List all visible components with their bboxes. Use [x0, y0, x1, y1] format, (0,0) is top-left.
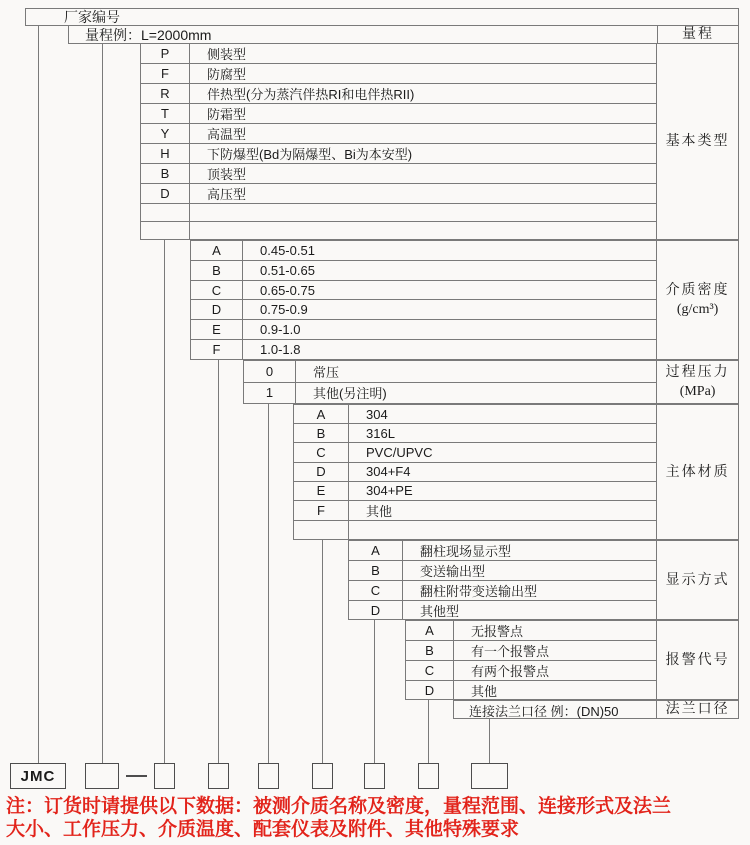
code-cell: B — [141, 164, 190, 183]
table-row — [141, 84, 656, 104]
table-row — [244, 383, 656, 404]
category-label-pressure — [656, 361, 738, 403]
desc-cell: 0.75-0.9 — [260, 302, 308, 318]
category-text: 介质密度 — [665, 283, 730, 298]
code-cell: 1 — [244, 383, 296, 404]
table-row — [141, 44, 656, 64]
code-cell: D — [294, 463, 349, 481]
code-cell: C — [294, 443, 349, 461]
flange-desc-wrap — [454, 701, 656, 718]
desc-cell: 下防爆型(Bd为隔爆型、Bi为本安型) — [207, 147, 413, 162]
code-cell: A — [294, 405, 349, 423]
table-row — [294, 482, 656, 501]
table-row — [191, 340, 656, 359]
desc-cell: 常压 — [313, 364, 340, 380]
model-code-box-material — [312, 763, 333, 789]
desc-cell: 变送输出型 — [420, 564, 486, 579]
connector-line-alarm — [428, 700, 429, 763]
model-prefix-text: JMC — [20, 767, 56, 785]
desc-cell: 其他(另注明) — [313, 386, 387, 402]
code-cell: C — [191, 281, 243, 300]
density-rows — [191, 241, 656, 359]
code-cell: B — [349, 561, 403, 580]
table-row — [294, 405, 656, 424]
flange-row — [453, 700, 739, 719]
table-row — [454, 701, 656, 720]
table-row — [406, 681, 656, 700]
model-code-box-pressure — [258, 763, 279, 789]
table-row — [294, 424, 656, 443]
desc-cell: 304+F4 — [366, 464, 411, 480]
desc-cell — [190, 204, 656, 221]
category-text: 显示方式 — [665, 572, 730, 588]
desc-cell: 伴热型(分为蒸汽伴热RI和电伴热RII) — [207, 87, 415, 102]
code-cell: B — [294, 424, 349, 442]
desc-cell — [190, 222, 656, 239]
code-cell: A — [406, 621, 454, 640]
connector-line-manufacturer — [38, 25, 39, 763]
connector-line-pressure — [268, 404, 269, 763]
desc-cell: 翻柱现场显示型 — [420, 544, 512, 559]
table-row — [294, 501, 656, 521]
range-example: 量程例：L=2000mm — [85, 26, 212, 43]
desc-cell: 防腐型 — [207, 67, 247, 82]
desc-cell: 翻柱附带变送输出型 — [420, 584, 538, 599]
display-mode-table — [348, 540, 739, 620]
table-row — [141, 144, 656, 164]
table-row — [191, 320, 656, 340]
code-cell: C — [349, 581, 403, 600]
table-row — [141, 184, 656, 204]
code-cell: F — [141, 64, 190, 83]
code-cell: 0 — [244, 361, 296, 382]
desc-cell: 0.45-0.51 — [260, 242, 315, 258]
manufacturer-row — [25, 8, 739, 26]
connector-line-density — [218, 360, 219, 763]
table-row — [406, 621, 656, 641]
order-note-line-2: 大小、工作压力、介质温度、配套仪表及附件、其他特殊要求 — [6, 819, 520, 840]
basic-type-rows — [141, 44, 656, 239]
desc-cell: 侧装型 — [207, 47, 247, 62]
connector-line-range — [102, 43, 103, 763]
table-row — [294, 443, 656, 462]
code-cell: C — [406, 661, 454, 680]
desc-cell: PVC/UPVC — [366, 444, 433, 460]
model-code-box-display — [364, 763, 385, 789]
table-row-empty — [141, 222, 656, 239]
category-text: 法兰口径 — [665, 702, 730, 717]
code-cell: R — [141, 84, 190, 103]
code-cell: B — [191, 261, 243, 280]
code-cell: B — [406, 641, 454, 660]
desc-cell: 0.65-0.75 — [260, 282, 315, 298]
desc-cell: 防霜型 — [207, 107, 247, 122]
desc-cell: 顶装型 — [207, 167, 247, 182]
desc-cell: 其他 — [471, 684, 498, 699]
code-cell: T — [141, 104, 190, 123]
code-cell: P — [141, 44, 190, 63]
category-text: 报警代号 — [665, 652, 730, 668]
desc-cell: 有两个报警点 — [471, 664, 550, 679]
code-cell: D — [349, 601, 403, 620]
table-row-empty — [141, 204, 656, 222]
table-row — [191, 241, 656, 261]
alarm-rows — [406, 621, 656, 699]
code-cell — [294, 521, 349, 539]
category-unit: (MPa) — [679, 384, 716, 399]
connector-line-basic-type — [164, 240, 165, 763]
model-code-box-flange — [471, 763, 508, 789]
material-table — [293, 404, 739, 540]
table-row — [294, 463, 656, 482]
model-code-box-basic-type — [154, 763, 175, 789]
category-label-range: 量程 — [657, 26, 738, 43]
model-code-box-alarm — [418, 763, 439, 789]
desc-cell: 0.51-0.65 — [260, 262, 315, 278]
basic-type-table — [140, 43, 739, 240]
code-cell: F — [191, 340, 243, 359]
category-text: 主体材质 — [665, 464, 730, 480]
model-code-box-density — [208, 763, 229, 789]
code-cell: F — [294, 501, 349, 520]
pressure-rows — [244, 361, 656, 403]
range-row — [68, 25, 739, 44]
table-row — [141, 104, 656, 124]
table-row — [406, 661, 656, 681]
manufacturer-label: 厂家编号 — [64, 9, 120, 25]
code-cell: D — [191, 300, 243, 319]
code-cell — [141, 204, 190, 221]
pressure-table — [243, 360, 739, 404]
category-label-flange — [656, 701, 738, 718]
connector-line-display — [374, 620, 375, 763]
code-cell: D — [406, 681, 454, 700]
category-label-basic-type — [656, 44, 738, 239]
desc-cell: 其他 — [366, 503, 393, 519]
category-label-density — [656, 241, 738, 359]
desc-cell: 无报警点 — [471, 624, 524, 639]
desc-cell: 高温型 — [207, 127, 247, 142]
connector-line-flange — [489, 719, 490, 763]
desc-cell: 有一个报警点 — [471, 644, 550, 659]
category-unit: (g/cm³) — [676, 302, 719, 317]
code-cell: Y — [141, 124, 190, 143]
category-text: 基本类型 — [665, 134, 730, 149]
table-row-empty — [294, 521, 656, 539]
separator-dash — [126, 775, 147, 777]
desc-cell: 高压型 — [207, 187, 247, 202]
category-label-alarm — [656, 621, 738, 699]
table-row — [349, 581, 656, 601]
table-row — [191, 281, 656, 301]
density-table — [190, 240, 739, 360]
desc-cell: 连接法兰口径 例：(DN)50 — [469, 704, 619, 719]
order-note-line-1: 注：订货时请提供以下数据：被测介质名称及密度，量程范围、连接形式及法兰 — [6, 796, 672, 817]
desc-cell: 1.0-1.8 — [260, 342, 301, 358]
table-row — [141, 64, 656, 84]
desc-cell — [349, 521, 656, 539]
category-label-material — [656, 405, 738, 539]
table-row — [141, 124, 656, 144]
desc-cell: 304+PE — [366, 483, 413, 499]
model-code-box-range — [85, 763, 119, 789]
table-row — [244, 361, 656, 383]
table-row — [349, 601, 656, 620]
desc-cell: 0.9-1.0 — [260, 322, 301, 338]
table-row — [406, 641, 656, 661]
desc-cell: 304 — [366, 406, 388, 422]
model-prefix-box — [10, 763, 66, 789]
category-label-display — [656, 541, 738, 619]
code-cell: D — [141, 184, 190, 203]
code-cell: E — [191, 320, 243, 339]
code-cell: E — [294, 482, 349, 500]
code-cell: A — [349, 541, 403, 560]
desc-cell: 其他型 — [420, 604, 460, 619]
desc-cell: 316L — [366, 425, 395, 441]
table-row — [349, 541, 656, 561]
order-note — [6, 795, 748, 841]
code-cell: A — [191, 241, 243, 260]
table-row — [191, 300, 656, 320]
code-cell — [141, 222, 190, 239]
display-rows — [349, 541, 656, 619]
alarm-table — [405, 620, 739, 700]
connector-line-material — [322, 540, 323, 763]
code-cell: H — [141, 144, 190, 163]
category-text: 过程压力 — [665, 365, 730, 380]
table-row — [141, 164, 656, 184]
table-row — [191, 261, 656, 281]
table-row — [349, 561, 656, 581]
material-rows — [294, 405, 656, 539]
